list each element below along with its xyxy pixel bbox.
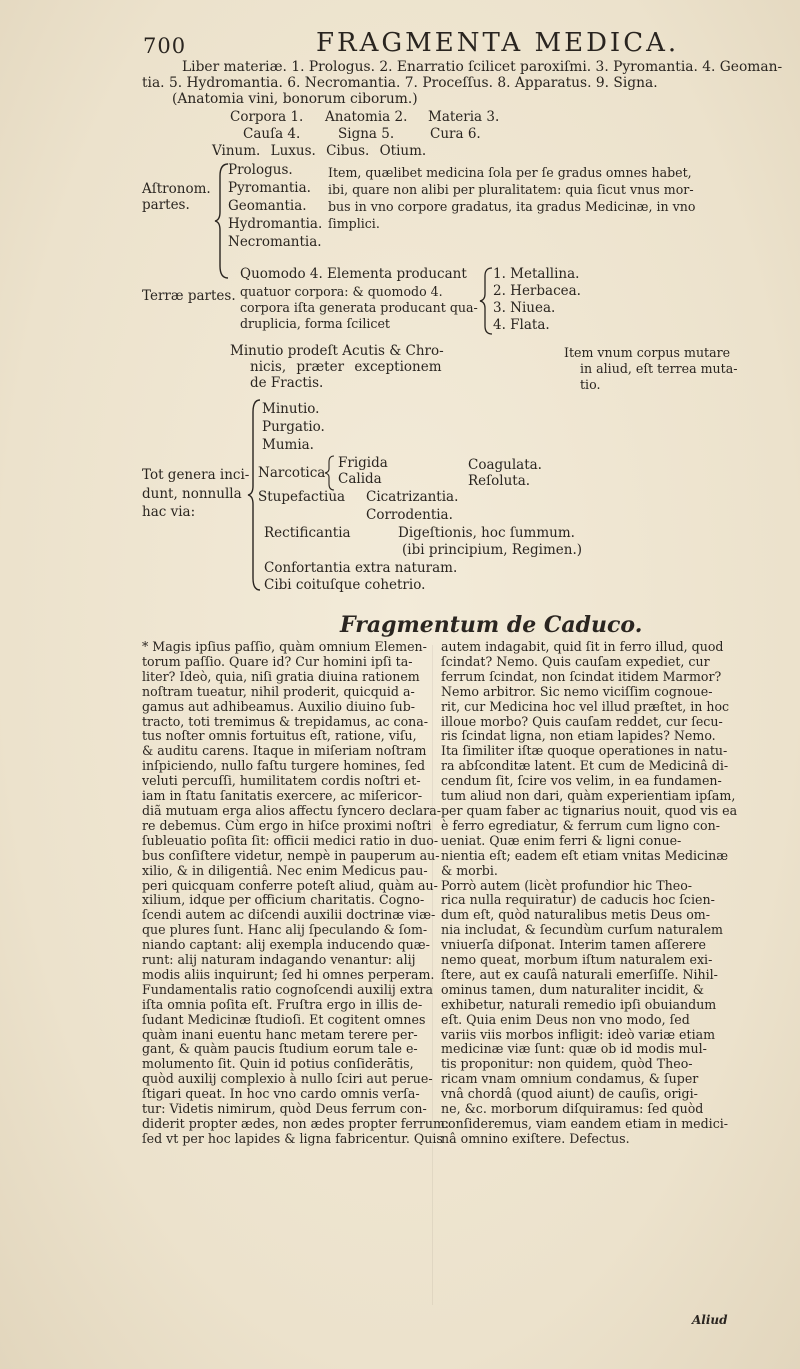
astronom-label: Aſtronom. — [142, 181, 211, 197]
section-title: Fragmentum de Caduco. — [340, 612, 643, 638]
text-line: nemo queat, morbum iſtum naturalem exi- — [441, 952, 713, 968]
text-line: quàm inani euentu hanc metam terere per- — [142, 1026, 418, 1042]
text-line: inſpiciendo, nullo faſtu turgere homines, ſed — [142, 758, 426, 774]
genera-item: Cicatrizantia. — [366, 489, 459, 505]
running-title: FRAGMENTA MEDICA. — [316, 28, 680, 58]
text-line: noſtram tueatur, nihil proderit, quicquid a- — [142, 683, 415, 699]
terrae-text: quatuor corpora: & quomodo 4. — [240, 284, 443, 299]
text-line: gamus aut adhibeamus. Auxilio diuino ſub- — [142, 698, 416, 714]
astronom-text: bus in vno corpore gradatus, ita gradus Medicinæ, in vno — [328, 199, 696, 214]
left-column — [142, 639, 450, 1147]
intro-line: tia. 5. Hydromantia. 6. Necromantia. 7. Proceſſus. 8. Apparatus. 9. Signa. — [142, 75, 658, 91]
text-line: ne, &c. morborum diſquiramus: ſed quòd — [441, 1101, 704, 1117]
genera-item: (ibi principium, Regimen.) — [402, 542, 583, 558]
genera-item: Cibi coituſque cohetrio. — [264, 577, 426, 593]
terrae-item: 2. Herbacea. — [493, 283, 581, 299]
text-line: ferrum ſcindat, non ſcindat itidem Marmor? — [441, 668, 722, 684]
genera-item: Digeſtionis, hoc ſummum. — [398, 525, 575, 541]
corpora-line: Vinum. Luxus. Cibus. Otium. — [212, 143, 427, 159]
text-line: tis proponitur: non quidem, quòd Theo- — [441, 1056, 693, 1072]
genera-item: Narcotica — [258, 465, 326, 481]
terrae-text: corpora iſta generata producant qua- — [240, 300, 478, 315]
text-line: Ita ſimiliter iſtæ quoque operationes in natu- — [441, 743, 728, 759]
text-line: rica nulla requiratur) de caducis hoc ſcien- — [441, 892, 715, 908]
text-line: que plures ſunt. Hanc alij ſpeculando & ſom- — [142, 922, 428, 938]
genera-item: Coagulata. — [468, 457, 542, 473]
text-line: illoue morbo? Quis cauſam reddet, cur ſecu- — [441, 713, 723, 729]
item-vnum-text: in aliud, eſt terrea muta- — [580, 361, 738, 376]
astronom-text: ſimplici. — [328, 216, 380, 231]
text-line: nia includat, & ſecundùm curſum naturalem — [441, 922, 723, 938]
text-line: nientia eſt; eadem eſt etiam vnitas Medicinæ — [441, 847, 729, 863]
terrae-label: Terræ partes. — [142, 288, 236, 304]
text-line: Porrò autem (licèt profundior hic Theo- — [441, 877, 693, 893]
text-line: tum aliud non dari, quàm experientiam ipſam, — [441, 788, 736, 804]
text-line: ſubleuatio poſita ſit: officii medici ratio in duo- — [142, 832, 439, 848]
text-line: ueniat. Quæ enim ferri & ligni conue- — [441, 832, 682, 848]
item-vnum-text: Item vnum corpus mutare — [564, 345, 731, 360]
intro-line: Liber materiæ. 1. Prologus. 2. Enarratio ſcilicet paroxiſmi. 3. Pyromantia. 4. Geoman- — [182, 59, 783, 75]
text-line: vniuerſa diſponat. Interim tamen aſſerere — [441, 937, 706, 953]
text-line: ricam vnam omnium condamus, & ſuper — [441, 1071, 699, 1087]
text-line: exhibetur, naturali remedio ipſi obuiandum — [441, 996, 717, 1012]
text-line: tracto, toti tremimus & trepidamus, ac cona- — [142, 713, 429, 729]
genera-label: Tot genera inci- — [142, 467, 250, 483]
astronom-item: Hydromantia. — [228, 216, 323, 232]
genera-item: Reſoluta. — [468, 473, 531, 489]
text-line: niando captant: alij exempla inducendo quæ- — [142, 937, 430, 953]
text-line: iam in ſtatu ſanitatis exercere, ac miſericor- — [142, 788, 423, 804]
text-line: ra abſconditæ latent. Et cum de Medicinâ di- — [441, 758, 729, 774]
genera-item: Minutio. — [262, 401, 320, 417]
text-line: Fundamentalis ratio cognoſcendi auxilij extra — [142, 981, 433, 997]
genera-label: hac via: — [142, 504, 196, 520]
astronom-label: partes. — [142, 197, 190, 213]
minutio-text: nicis, præter exceptionem — [250, 359, 442, 375]
text-line: diã mutuam erga alios affectu ſyncero declara- — [142, 802, 441, 818]
text-line: conſideremus, viam eandem etiam in medici- — [441, 1116, 729, 1131]
text-line: dum eſt, quòd naturalibus metis Deus om- — [441, 907, 710, 923]
corpora-item: Corpora 1. — [230, 109, 304, 125]
text-line: medicinæ viæ ſunt: quæ ob id modis mul- — [441, 1041, 707, 1057]
corpora-item: Materia 3. — [428, 109, 500, 125]
text-line: torum paſſio. Quare id? Cur homini ipſi ta- — [142, 653, 413, 669]
right-column — [441, 640, 763, 1147]
astronom-item: Prologus. — [228, 162, 293, 178]
text-line: gant, & quàm paucis ſtudium eorum tale e- — [142, 1041, 418, 1057]
text-line: veluti percuſſi, humilitatem cordis noſtri et- — [142, 773, 421, 789]
text-line: xilio, & in diligentiâ. Nec enim Medicus pau- — [142, 862, 428, 878]
text-line: ſcindat? Nemo. Quis cauſam expediet, cur — [441, 653, 710, 669]
text-line: cendum ſit, ſcire vos velim, in ea fundamen- — [441, 773, 722, 789]
text-line: Nemo arbitror. Sic nemo viciſſim cognoue- — [441, 683, 713, 699]
text-line: iſta omnia poſita eſt. Fruſtra ergo in illis de- — [142, 996, 423, 1012]
text-line: bus conſiſtere videtur, nempè in pauperum au- — [142, 847, 440, 863]
minutio-text: Minutio prodeſt Acutis & Chro- — [230, 343, 444, 359]
text-line: nâ omnino exiſtere. Defectus. — [441, 1130, 630, 1146]
brace-icon — [478, 266, 494, 336]
corpora-item: Anatomia 2. — [325, 109, 408, 125]
text-line: variis viis morbos infligit: ideò variæ etiam — [441, 1026, 716, 1042]
genera-item: Corrodentia. — [366, 507, 453, 523]
text-line: ominus tamen, dum naturaliter incidit, & — [441, 981, 704, 997]
astronom-text: ibi, quare non alibi per pluralitatem: quia ſicut vnus mor- — [328, 182, 694, 197]
minutio-text: de Fractis. — [250, 375, 324, 391]
terrae-text: druplicia, forma ſcilicet — [240, 316, 390, 331]
terrae-text: Quomodo 4. Elementa producant — [240, 266, 467, 282]
text-line: runt: alij naturam indagando venantur: alij — [142, 952, 416, 968]
terrae-item: 3. Niuea. — [493, 300, 556, 316]
text-line: peri quicquam conferre poteſt aliud, quàm au- — [142, 877, 438, 893]
catchword: Aliud — [692, 1313, 728, 1327]
terrae-item: 1. Metallina. — [493, 266, 580, 282]
text-line: è ferro egrediatur, & ferrum cum ligno con- — [441, 817, 720, 833]
genera-item: Rectificantia — [264, 525, 351, 541]
genera-item: Stupefactiua — [258, 489, 346, 505]
text-line: re debemus. Cùm ergo in hiſce proximi noſtri — [142, 817, 432, 833]
corpora-item: Cura 6. — [430, 126, 481, 142]
text-line: liter? Ideò, quia, niſi gratia diuina rationem — [142, 668, 420, 684]
text-line: ris ſcindat ligna, non etiam lapides? Nemo. — [441, 728, 716, 744]
column-divider — [432, 645, 433, 1305]
astronom-item: Pyromantia. — [228, 180, 311, 196]
text-line: ſtere, aut ex cauſâ naturali emerſiſſe. Nihil- — [441, 966, 718, 982]
text-line: ſcendi autem ac diſcendi auxilii doctrinæ viæ- — [142, 907, 436, 923]
genera-item: Mumia. — [262, 437, 314, 453]
brace-icon — [324, 455, 336, 491]
text-line: & morbi. — [441, 862, 498, 878]
text-line: modis aliis inquirunt; ſed hi omnes perperam. — [142, 966, 435, 982]
text-line: ſed vt per hoc lapides & ligna fabricentur. Quis — [142, 1130, 443, 1146]
terrae-item: 4. Flata. — [493, 317, 550, 333]
genera-item: Purgatio. — [262, 419, 325, 435]
text-line: * Magis ipſius paſſio, quàm omnium Elemen- — [142, 639, 427, 654]
text-line: molumento ſit. Quin id potius conſiderātis, — [142, 1056, 414, 1072]
corpora-item: Cauſa 4. — [243, 126, 301, 142]
text-line: xilium, idque per officium charitatis. Cogno- — [142, 892, 425, 908]
text-line: vnâ chordâ (quod aiunt) de cauſis, origi- — [441, 1086, 698, 1102]
text-line: tus noſter omnis fortuitus eſt, ratione, viſu, — [142, 728, 417, 744]
text-line: per quam faber ac tignarius nouit, quod vis ea — [441, 802, 738, 818]
astronom-item: Necromantia. — [228, 234, 322, 250]
corpora-item: Signa 5. — [338, 126, 395, 142]
text-line: & auditu carens. Itaque in miſeriam noſtram — [142, 743, 427, 759]
item-vnum-text: tio. — [580, 377, 601, 392]
text-line: quòd auxilij complexio à nullo ſciri aut perue- — [142, 1071, 433, 1087]
astronom-item: Geomantia. — [228, 198, 307, 214]
text-line: rit, cur Medicina hoc vel illud præſtet, in hoc — [441, 698, 730, 714]
text-line: diderit propter ædes, non ædes propter ferrum: — [142, 1116, 450, 1131]
genera-item: Calida — [338, 471, 382, 487]
genera-item: Confortantia extra naturam. — [264, 560, 458, 576]
astronom-text: Item, quælibet medicina ſola per ſe gradus omnes habet, — [328, 165, 692, 180]
page-number: 700 — [143, 34, 187, 58]
text-line: ſtigari queat. In hoc vno cardo omnis verſa- — [142, 1086, 420, 1102]
text-line: tur: Videtis nimirum, quòd Deus ferrum con- — [142, 1101, 427, 1117]
text-line: autem indagabit, quid ſit in ferro illud, quod — [441, 639, 724, 654]
intro-line: (Anatomia vini, bonorum ciborum.) — [172, 91, 418, 107]
text-line: eſt. Quia enim Deus non vno modo, ſed — [441, 1011, 690, 1027]
genera-label: dunt, nonnulla — [142, 486, 242, 502]
genera-item: Frigida — [338, 455, 388, 471]
text-line: ſudant Medicinæ ſtudioſi. Et cogitent omnes — [142, 1011, 426, 1027]
